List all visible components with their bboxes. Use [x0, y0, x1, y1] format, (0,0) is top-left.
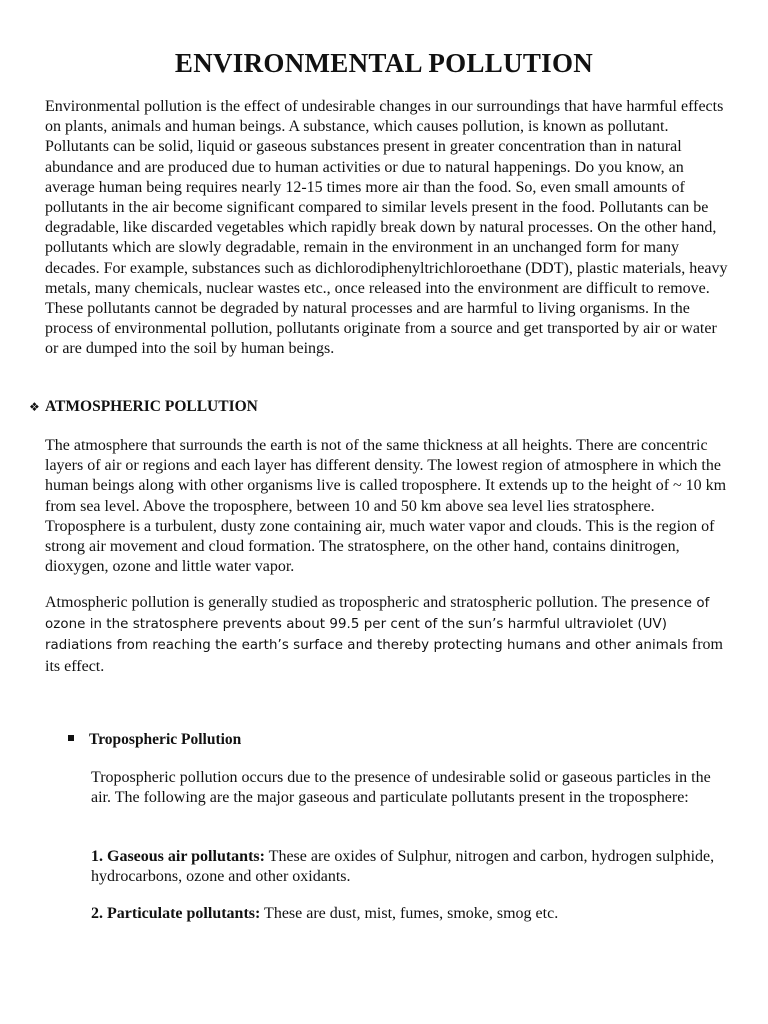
atmospheric-p2-end: from its effect.: [45, 636, 723, 675]
atmospheric-paragraph-1: The atmosphere that surrounds the earth is not of the same thickness at all heights. There are concentric layers of air or regions and each layer has different density. The lowest region of atmosphere in which the human beings along with other organisms live is called troposphere. It extends up to the height of ~ 10 km from sea level. Above the troposphere, between 10 and 50 km above sea level lies stratosphere. Troposphere is a turbulent, dusty zone containing air, much water vapor and clouds. This is the region of strong air movement and cloud formation. The stratosphere, on the other hand, contains dinitrogen, dioxygen, ozone and little water vapor.: [45, 437, 727, 576]
diamond-bullet-icon: ❖: [29, 400, 40, 414]
intro-paragraph: Environmental pollution is the effect of undesirable changes in our surroundings that have harmful effects on plants, animals and human beings. A substance, which causes pollution, is known as pollutant. Pollutants can be solid, liquid or gaseous substances present in greater concentration than in natural abundance and are produced due to human activities or due to natural happenings. Do you know, an average human being requires nearly 12-15 times more air than the food. So, even small amounts of pollutants in the air become significant compared to similar levels present in the food. Pollutants can be degradable, like discarded vegetables which rapidly break down by natural processes. On the other hand, pollutants which are slowly degradable, remain in the environment in an unchanged form for many decades. For example, substances such as dichlorodiphenyltrichloroethane (DDT), plastic materials, heavy metals, many chemicals, nuclear wastes etc., once released into the environment are difficult to remove. These pollutants cannot be degraded by natural processes and are harmful to living organisms. In the process of environmental pollution, pollutants originate from a source and get transported by air or water or are dumped into the soil by human beings.: [45, 98, 728, 358]
gaseous-pollutants-item: [91, 847, 731, 887]
particulate-pollutants-text: These are dust, mist, fumes, smoke, smog etc.: [260, 905, 559, 922]
atmospheric-p2-start: Atmospheric pollution is generally studied as tropospheric and stratospheric pollution. The: [45, 594, 627, 611]
page-title: ENVIRONMENTAL POLLUTION: [174, 48, 594, 78]
tropospheric-pollution-heading: [68, 730, 241, 750]
atmospheric-pollution-heading: [29, 397, 258, 417]
gaseous-pollutants-label: 1. Gaseous air pollutants:: [91, 848, 265, 865]
atmospheric-p2-sans-segment: presence of ozone in the stratosphere prevents about 99.5 per cent of the sun’s harmful ultraviolet (UV) radiations from reaching the earth’s surface and thereby protecting humans and other animals: [45, 596, 710, 654]
square-bullet-icon: [68, 735, 74, 741]
atmospheric-paragraph-2: [45, 593, 729, 677]
particulate-pollutants-label: 2. Particulate pollutants:: [91, 905, 261, 922]
particulate-pollutants-item: [91, 904, 731, 924]
tropospheric-paragraph: Tropospheric pollution occurs due to the presence of undesirable solid or gaseous particles in the air. The following are the major gaseous and particulate pollutants present in the troposphere:: [91, 769, 711, 807]
atmospheric-heading-text: ATMOSPHERIC POLLUTION: [45, 398, 258, 415]
gaseous-pollutants-text: These are oxides of Sulphur, nitrogen and carbon, hydrogen sulphide, hydrocarbons, ozone and other oxidants.: [91, 848, 715, 886]
tropospheric-heading-text: Tropospheric Pollution: [89, 731, 242, 748]
